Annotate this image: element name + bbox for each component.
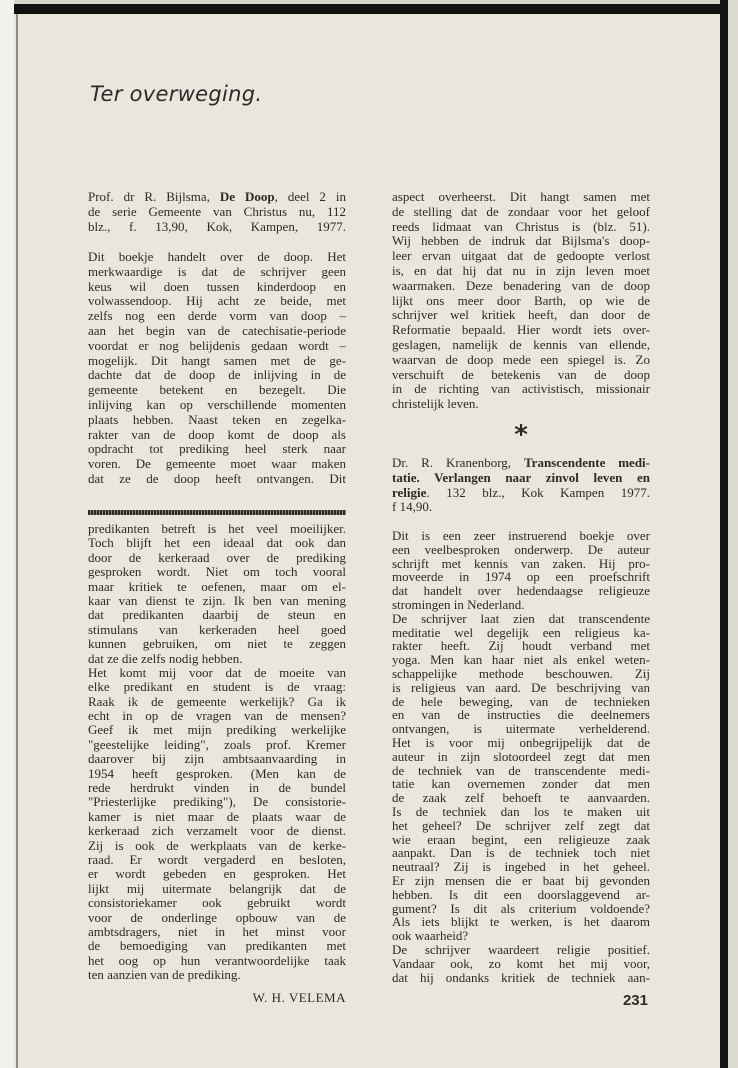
text-line: de zaak zelf behoeft te aanvaarden.: [392, 790, 650, 806]
text-line: rakter heeft. Zij houdt verband met: [392, 638, 650, 654]
text-line: ambtsdragers, niet in het minst voor: [88, 923, 346, 939]
bold-title-text: religie: [392, 484, 427, 500]
text-line: leer ervan uitgaat dat de gedoopte verlost: [392, 248, 650, 264]
scan-right-border: [720, 0, 728, 1068]
page-gutter-line: [16, 14, 18, 1068]
text-line: in de richting van activistisch, missionair: [392, 381, 650, 397]
text-line: wie eraan begint, een religieuze zaak: [392, 831, 650, 847]
text-line: blz., f. 13,90, Kok, Kampen, 1977.: [88, 218, 346, 234]
text-line: volwassendoop. Hij acht ze beide, met: [88, 293, 346, 309]
text-line: yoga. Men kan haar niet als enkel weten-: [392, 652, 650, 668]
text-line: [392, 486, 650, 501]
scan-right-edge: [728, 0, 738, 1068]
text-line: [392, 456, 650, 471]
text-line: Wij hebben de indruk dat Bijlsma's doop-: [392, 233, 650, 249]
text-line: opdracht tot prediking heel sterk naar: [88, 441, 346, 457]
text-line: dat hij ondanks kritiek de techniek aan-: [392, 969, 650, 985]
text-line: [392, 471, 650, 486]
text-line: dat ze die zelfs nodig hebben.: [88, 650, 243, 666]
author-signature: W. H. VELEMA: [252, 990, 346, 1005]
text-line: aspect overheerst. Dit hangt samen met: [392, 189, 650, 204]
text-line: voordat er nog belijdenis gedaan wordt –: [88, 337, 346, 353]
page-title: Ter overweging.: [90, 82, 263, 106]
bold-title-text: Transcendente medi-: [523, 455, 650, 470]
right-review-paragraph: [392, 529, 650, 984]
text-line: inlijving kan op verschillende momenten: [88, 396, 346, 412]
bold-title-text: tatie. Verlangen naar zinvol leven en: [392, 469, 650, 485]
text-line: Toch blijft het een ideaal dat ook dan: [88, 535, 346, 551]
text-line: Dit boekje handelt over de doop. Het: [88, 249, 346, 264]
text-line: dat handelt over hedendaagse religieuze: [392, 583, 650, 599]
text-line: daarover bij zijn ambtsaanvaarding in: [88, 751, 346, 767]
text-line: de bemoediging van predikanten met: [88, 938, 346, 954]
text-line: "Priesterlijke prediking"), De consistorie-: [88, 794, 346, 810]
text-line: raad. Er wordt vergaderd en besloten,: [88, 851, 346, 867]
text-line: is religieus van aard. De beschrijving van: [392, 679, 650, 695]
text-line: Zij is ook de werkplaats van de kerke-: [88, 837, 346, 853]
text-line: aanpakt. Dan is de techniek toch niet: [392, 845, 650, 861]
text-line: f 14,90.: [392, 499, 433, 515]
left-review-citation: [88, 190, 346, 234]
text-line: schappelijke methode beschouwen. Zij: [392, 665, 650, 681]
text-line: De schrijver laat zien dat transcendente: [392, 610, 650, 626]
text-line: er wordt gebeden en gesproken. Het: [88, 866, 346, 882]
text-line: Is de techniek dan los te maken uit: [392, 803, 650, 819]
column-break-rule: [88, 510, 346, 515]
text-line: dat ze de doop heeft ontvangen. Dit: [88, 470, 346, 486]
text-line: lijkt mij uitermate belangrijk dat de: [88, 880, 346, 896]
text-line: en van de instructies die deelnemers: [392, 707, 650, 723]
text-line: Er zijn mensen die er baat bij gevonden: [392, 872, 650, 888]
text-line: mogelijk. Dit hangt samen met de ge-: [88, 352, 346, 368]
text-line: elke predikant en student is de vraag:: [88, 679, 346, 695]
scan-left-edge: [0, 0, 14, 1068]
text-line: waarmaken. Deze benadering van de doop: [392, 277, 650, 293]
text-line: gemeente betekent en bezegelt. Die: [88, 382, 346, 398]
text-line: kerkeraad zich verzamelt voor de dienst.: [88, 823, 346, 839]
text-line: meditatie wel degelijk een religieus ka-: [392, 624, 650, 640]
asterisk-icon: *: [514, 420, 528, 450]
text-line: schrijver wel kritiek heeft, dan door de: [392, 307, 650, 323]
text-line: rede herdrukt vinden in de bundel: [88, 780, 346, 796]
text-line: tatie kan overnemen zonder dat men: [392, 776, 650, 792]
text-line: christelijk leven.: [392, 396, 479, 412]
text-line: auteur in zijn slotoordeel zegt dat men: [392, 748, 650, 764]
left-continued-text: [88, 522, 346, 983]
text-line: 1954 heeft gesproken. (Men kan de: [88, 765, 346, 781]
text-line: gesproken wordt. Niet om toch vooral: [88, 564, 346, 580]
text-line: voren. De gemeente moet waar maken: [88, 456, 346, 472]
text-line: voor de onderlinge opbouw van de: [88, 909, 346, 925]
bold-title-text: De Doop: [219, 189, 275, 204]
text-line: stimulans van kerkeraden heel goed: [88, 621, 346, 637]
text-line: Geef ik met mijn prediking werkelijke: [88, 722, 346, 738]
text-line: ontvangen, is uitermate verhelderend.: [392, 721, 650, 737]
text-line: gument? Is dit als criterium voldoende?: [392, 900, 650, 916]
text-line: stromingen in Nederland.: [392, 596, 525, 612]
text-line: een veelbesproken onderwerp. De auteur: [392, 541, 650, 557]
text-line: kaar van dienst te zijn. Ik ben van mening: [88, 592, 346, 608]
right-continued-text: [392, 190, 650, 412]
text-line: de stelling dat de zondaar voor het geloof: [392, 203, 650, 219]
text-segment: Prof. dr R. Bijlsma,: [88, 189, 220, 204]
text-line: het oog op hun verantwoordelijke taak: [88, 952, 346, 968]
text-line: ook waarheid?: [392, 928, 469, 944]
text-line: lijkt ons meer door Barth, op wie de: [392, 292, 650, 308]
text-line: Vandaar ook, zo komt het mij voor,: [392, 955, 650, 971]
text-line: waarvan de doop mede een spiegel is. Zo: [392, 351, 650, 367]
text-line: keus wil doen tussen kinderdoop en: [88, 278, 346, 294]
text-line: [88, 190, 346, 205]
text-line: rakter van de doop komt de doop als: [88, 426, 346, 442]
text-line: Raak ik de gemeente werkelijk? Ga ik: [88, 693, 346, 709]
scan-top-border: [0, 4, 738, 14]
text-line: kamer is niet maar de plaats waar de: [88, 808, 346, 824]
text-line: Het komt mij voor dat de moeite van: [88, 664, 346, 680]
text-segment: . 132 blz., Kok Kampen 1977.: [426, 484, 650, 500]
text-line: is, en dat hij dat nu in zijn leven moet: [392, 262, 650, 278]
text-line: Het is voor mij onbegrijpelijk dat de: [392, 734, 650, 750]
text-line: consistoriekamer ook gebruikt wordt: [88, 895, 346, 911]
text-line: predikanten betreft is het veel moeilijker.: [88, 521, 346, 536]
left-review-paragraph: [88, 250, 346, 487]
text-line: hebben. Is dit een doorslaggevend ar-: [392, 886, 650, 902]
text-line: dachte dat de doop de inlijving in de: [88, 367, 346, 383]
text-line: de hele beweging, van de technieken: [392, 693, 650, 709]
text-line: schrijft met kennis van zaken. Hij pro-: [392, 555, 650, 571]
text-line: kunnen gebruiken, om niet te zeggen: [88, 636, 346, 652]
text-line: door de kerkeraad over de prediking: [88, 549, 346, 565]
text-line: het geheel? De schrijver zelf zegt dat: [392, 817, 650, 833]
right-review-citation: [392, 456, 650, 515]
text-line: reeds lidmaat van Christus is (blz. 51).: [392, 218, 650, 234]
text-line: plaats hebben. Naast teken en zegelka-: [88, 411, 346, 427]
text-line: Dit is een zeer instruerend boekje over: [392, 528, 650, 543]
text-line: aan het begin van de catechisatie-periode: [88, 322, 346, 338]
text-line: Reformatie bepaald. Hier wordt iets over-: [392, 322, 650, 338]
text-line: verschuift de betekenis van de doop: [392, 366, 650, 382]
text-line: "geestelijke leiding", zoals prof. Kremer: [88, 736, 346, 752]
text-line: de techniek van de transcendente medi-: [392, 762, 650, 778]
text-line: maar kritiek te oefenen, maar om el-: [88, 578, 346, 594]
text-line: de serie Gemeente van Christus nu, 112: [88, 203, 346, 219]
text-line: neutraal? Zij is ingebed in het geheel.: [392, 859, 650, 875]
text-line: Als iets blijkt te werken, is het daarom: [392, 914, 650, 930]
text-segment: Dr. R. Kranenborg,: [392, 455, 524, 470]
text-line: geslagen, namelijk de kennis van ellende,: [392, 336, 650, 352]
text-segment: , deel 2 in: [274, 189, 346, 204]
text-line: ten aanzien van de prediking.: [88, 967, 241, 983]
page-number: 231: [622, 992, 648, 1009]
text-line: zelfs nog een derde vorm van doop –: [88, 308, 346, 324]
text-line: De schrijver waardeert religie positief.: [392, 941, 650, 957]
text-line: dat predikanten daarbij de steun en: [88, 607, 346, 623]
text-line: echt in op de vragen van de mensen?: [88, 708, 346, 724]
text-line: moveerde in 1974 op een proefschrift: [392, 569, 650, 585]
text-line: merkwaardige is dat de schrijver geen: [88, 263, 346, 279]
